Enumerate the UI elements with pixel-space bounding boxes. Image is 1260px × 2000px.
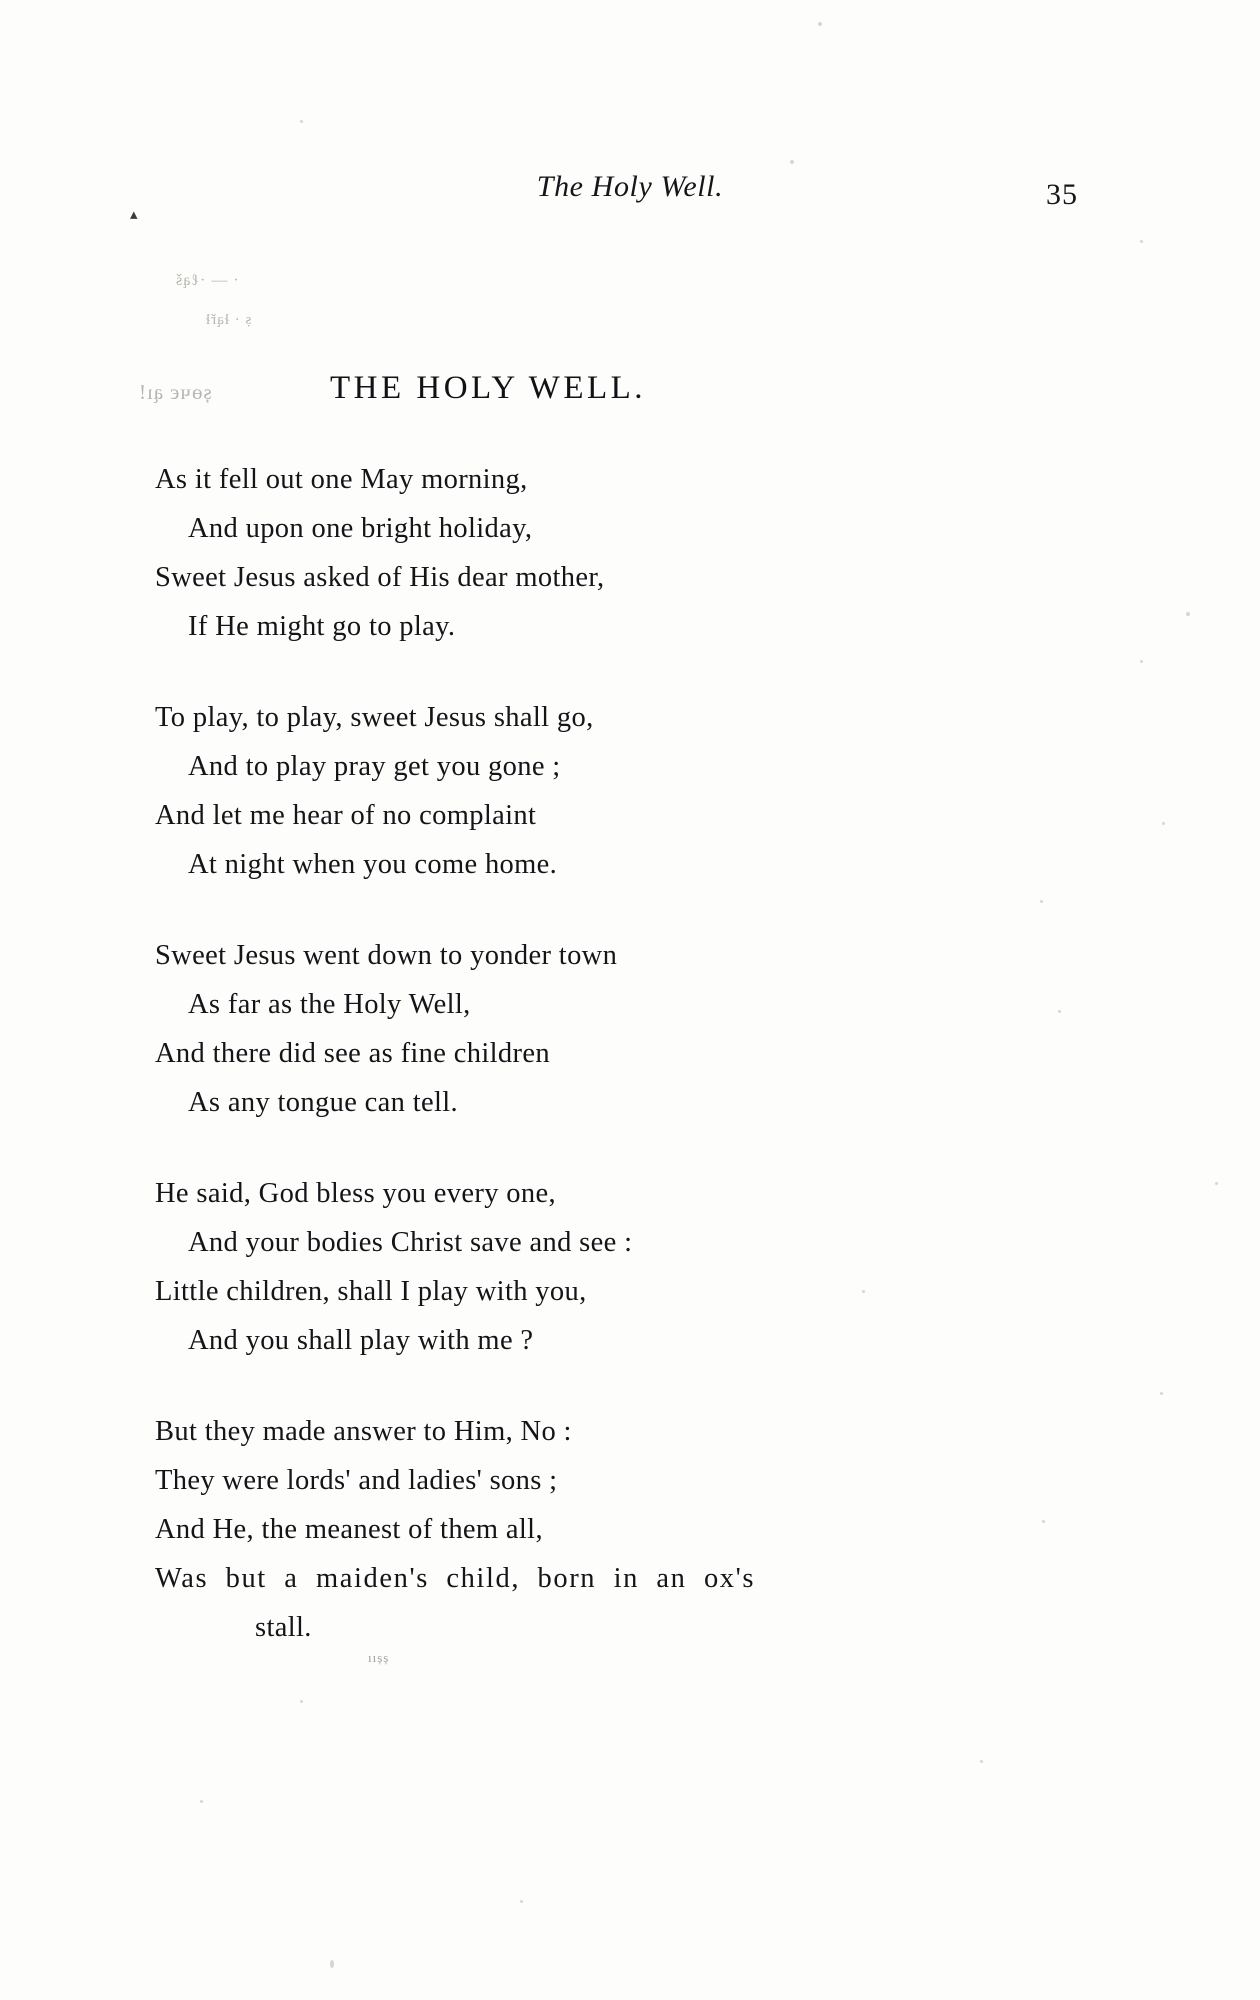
poem-line: And you shall play with me ? [188, 1325, 534, 1356]
paper-speck [520, 1900, 523, 1903]
poem-line: Sweet Jesus asked of His dear mother, [155, 562, 605, 593]
paper-speck [1215, 1182, 1218, 1185]
page-number: 35 [1046, 178, 1078, 211]
running-head-title: The Holy Well. [536, 170, 724, 203]
stanza [155, 1407, 985, 1652]
poem-line: And upon one bright holiday, [188, 513, 533, 544]
paper-speck [200, 1800, 203, 1803]
poem-line: Sweet Jesus went down to yonder town [155, 940, 618, 971]
poem-line: And your bodies Christ save and see : [188, 1227, 633, 1258]
poem-line: He said, God bless you every one, [155, 1178, 556, 1209]
poem-line: They were lords' and ladies' sons ; [155, 1465, 558, 1496]
poem-line-continuation: stall. [255, 1612, 312, 1643]
poem-line: And there did see as fine children [155, 1038, 550, 1069]
paper-speck [300, 1700, 303, 1703]
ink-smudge: ııșș [368, 1650, 390, 1665]
paper-speck [300, 120, 303, 123]
stanza [155, 693, 985, 889]
paper-speck [980, 1760, 983, 1763]
poem-line: At night when you come home. [188, 849, 558, 880]
offset-ghost-text-2: ṣ · łąřł [205, 312, 252, 328]
poem-line: And to play pray get you gone ; [188, 751, 561, 782]
paper-speck [1140, 660, 1143, 663]
poem-line: Was but a maiden's child, born in an ox's [155, 1563, 756, 1594]
paper-speck [1058, 1010, 1061, 1013]
margin-mark: ▴ [130, 207, 138, 223]
poem-line: And He, the meanest of them all, [155, 1514, 543, 1545]
paper-speck [1160, 1392, 1163, 1395]
poem-line: As any tongue can tell. [188, 1087, 459, 1118]
poem-line: As it fell out one May morning, [155, 464, 528, 495]
paper-speck [1042, 1520, 1045, 1523]
poem-line: To play, to play, sweet Jesus shall go, [155, 702, 594, 733]
paper-speck [818, 22, 822, 26]
poem-line: If He might go to play. [188, 611, 456, 642]
poem-line: Little children, shall I play with you, [155, 1276, 587, 1307]
paper-speck [1140, 240, 1143, 243]
paper-speck [330, 1960, 334, 1968]
poem-line: As far as the Holy Well, [188, 989, 471, 1020]
paper-speck [1186, 612, 1190, 616]
poem-line: But they made answer to Him, No : [155, 1416, 572, 1447]
stanza [155, 1169, 985, 1365]
stanza [155, 455, 985, 651]
stanza [155, 931, 985, 1127]
offset-ghost-text-1: · — ·ℓąš [175, 272, 239, 289]
poem-body [155, 455, 985, 1694]
poem-title: THE HOLY WELL. [330, 370, 647, 406]
paper-speck [1040, 900, 1043, 903]
paper-speck [1162, 822, 1165, 825]
offset-ghost-text-3: șөчє ąı! [138, 380, 212, 404]
paper-speck [790, 160, 794, 164]
poem-line: And let me hear of no complaint [155, 800, 537, 831]
